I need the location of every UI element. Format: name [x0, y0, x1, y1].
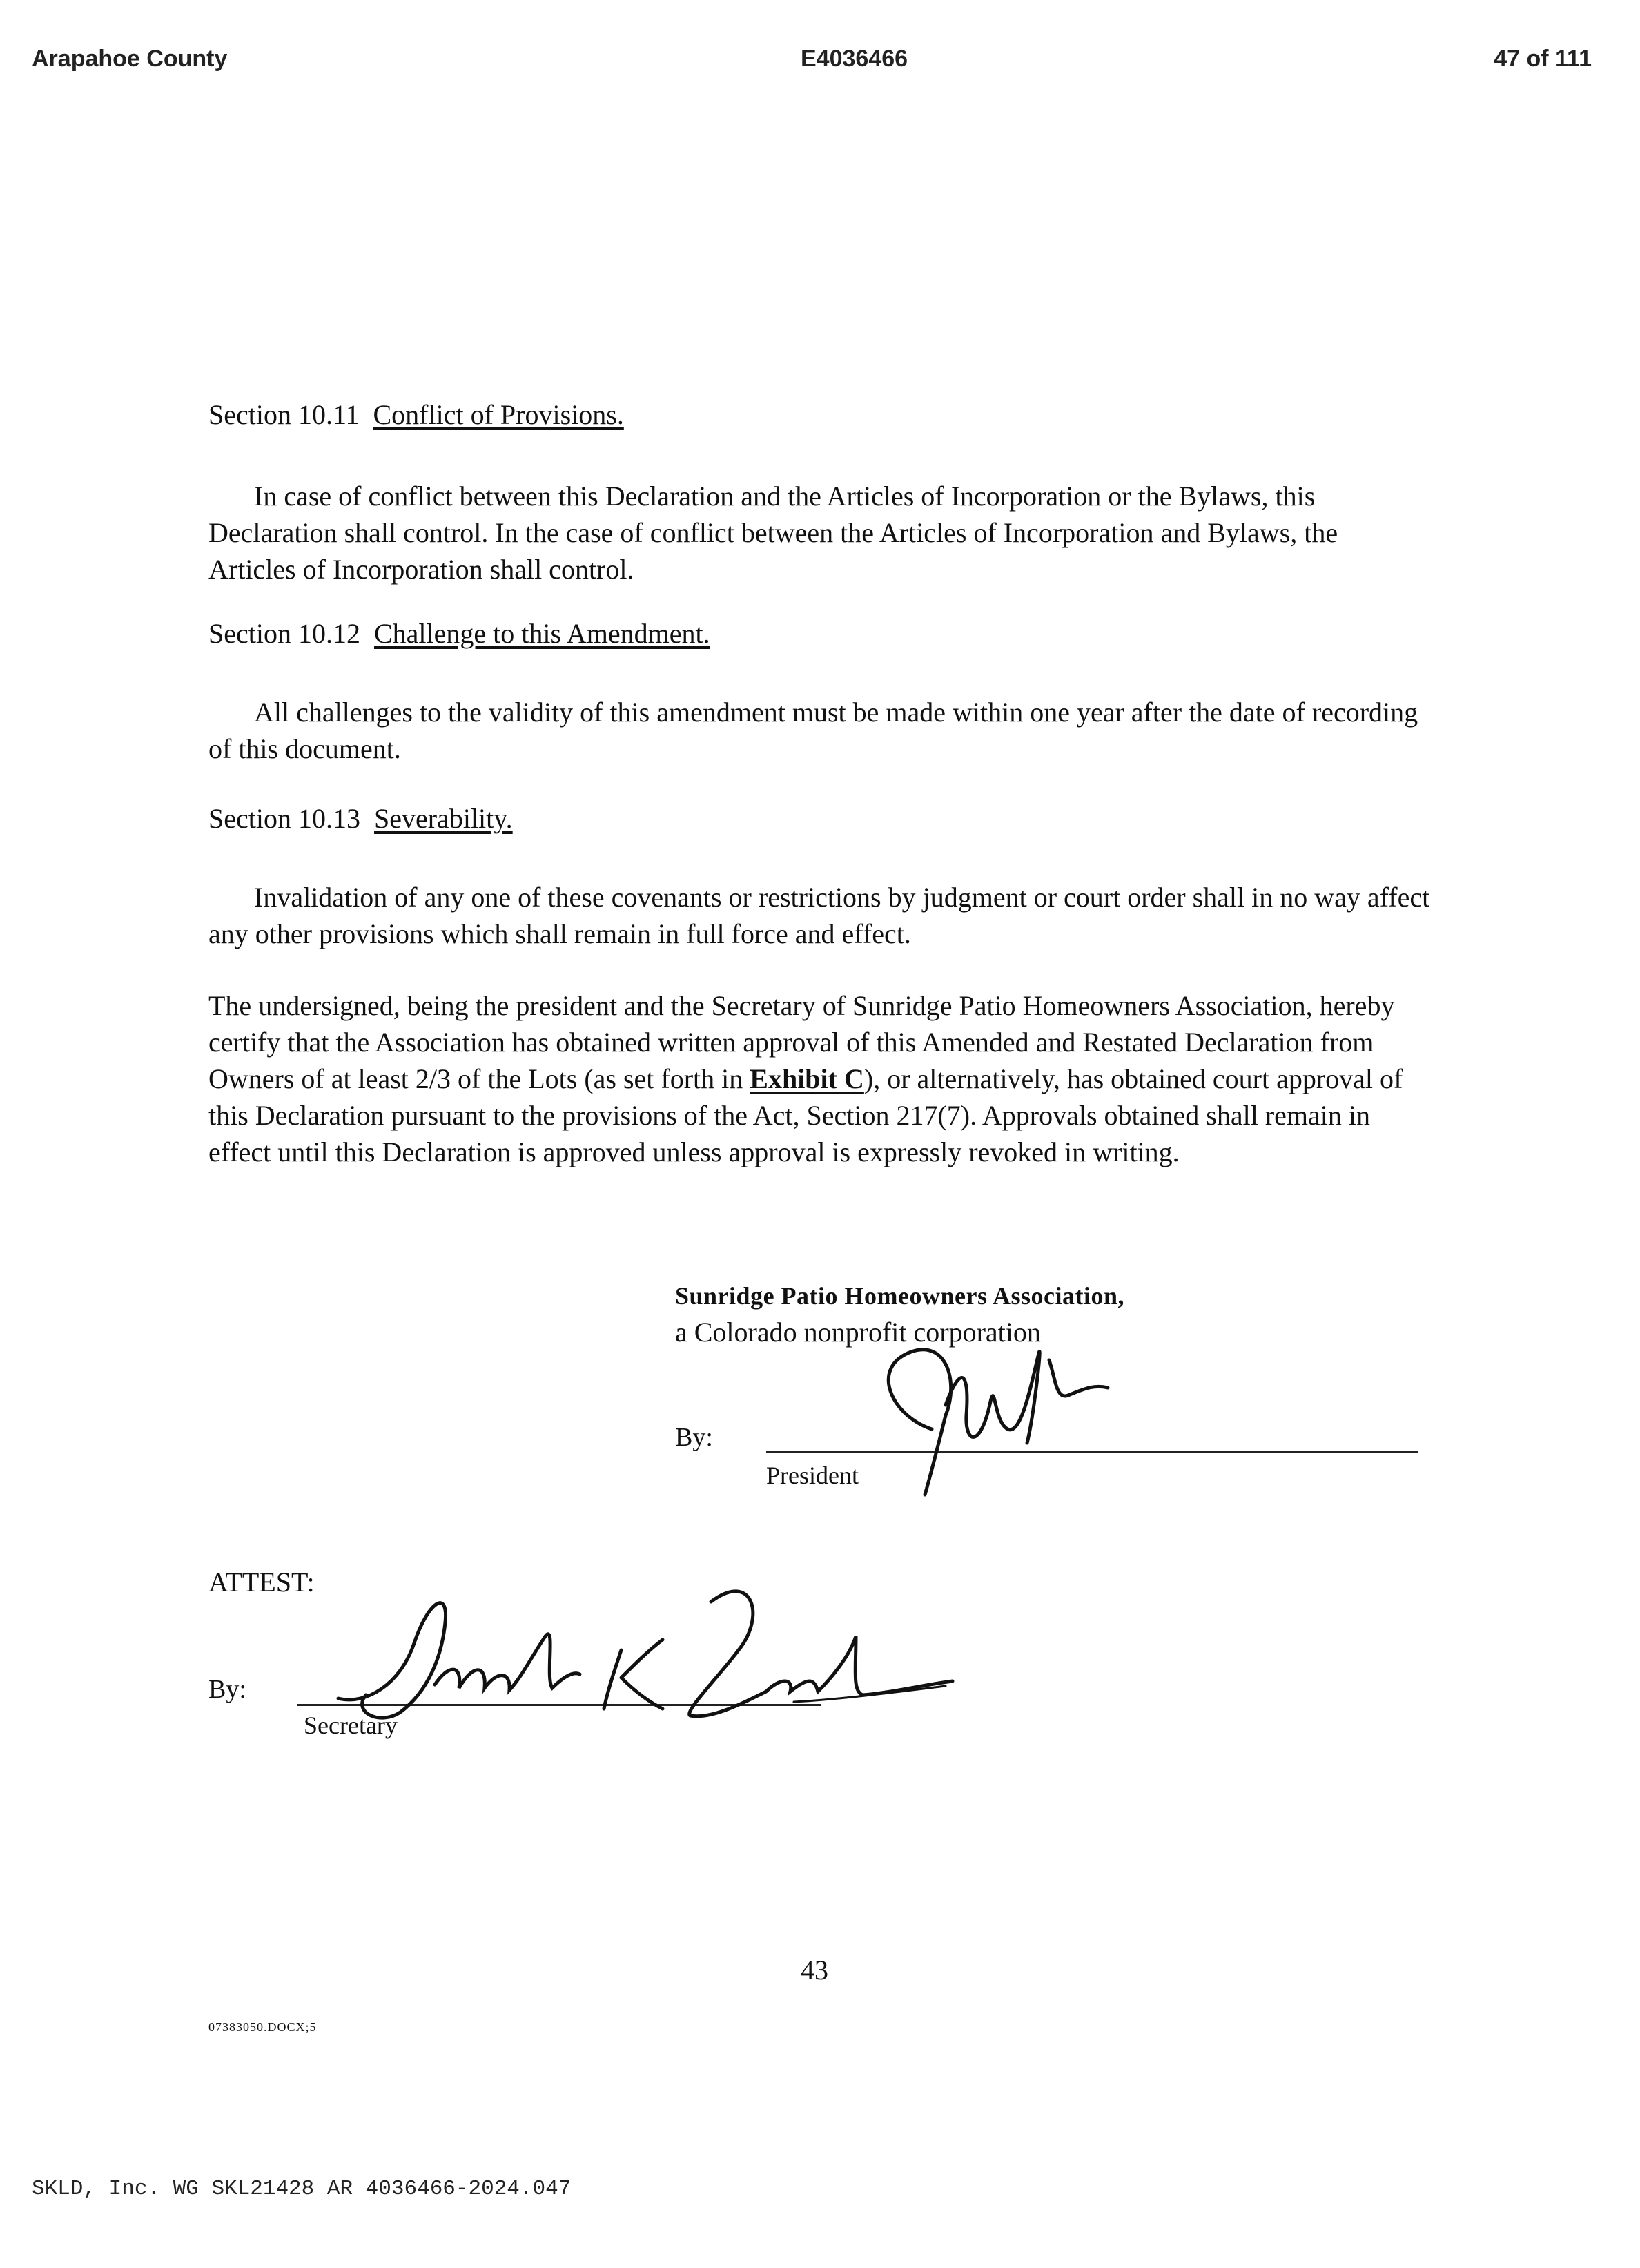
- certification-text-before: The undersigned, being the president and the Secretary of Sunridge Patio Homeowners Association, hereby certify that the Association has obtained written approval of this Amended and Restated Declaration from Owners of at least 2/3 of the Lots (as set forth in: [208, 990, 1395, 1094]
- section-heading-10-13: [208, 802, 513, 835]
- section-number: Section 10.12: [208, 618, 360, 649]
- document-code: 07383050.DOCX;5: [208, 2020, 317, 2034]
- section-number: Section 10.11: [208, 399, 360, 430]
- secretary-signature-icon: [324, 1574, 959, 1740]
- county-name: Arapahoe County: [32, 46, 228, 72]
- association-name: Sunridge Patio Homeowners Association,: [675, 1282, 1125, 1310]
- section-body-10-11: [208, 478, 1430, 588]
- association-type: a Colorado nonprofit corporation: [675, 1317, 1041, 1348]
- section-number: Section 10.13: [208, 803, 360, 834]
- section-heading-10-11: [208, 398, 624, 431]
- section-title: Conflict of Provisions.: [373, 399, 624, 430]
- page-number: 43: [801, 1955, 828, 1986]
- section-body-10-13: [208, 879, 1430, 952]
- recording-info: SKLD, Inc. WG SKL21428 AR 4036466-2024.047: [32, 2177, 572, 2201]
- exhibit-reference: Exhibit C: [750, 1063, 864, 1094]
- section-title: Severability.: [373, 803, 513, 834]
- certification-text-after: ), or alternatively, has obtained court approval of this Declaration pursuant to the provisions of the Act, Section 217(7). Approvals obtained shall remain in effect until this Declaration is approved unless approval is expressly revoked in writing.: [208, 1063, 1403, 1167]
- section-paragraph: Invalidation of any one of these covenants or restrictions by judgment or court order shall in no way affect any other provisions which shall remain in full force and effect.: [208, 882, 1430, 949]
- reception-number: E4036466: [801, 46, 908, 72]
- section-paragraph: All challenges to the validity of this amendment must be made within one year after the date of recording of this document.: [208, 697, 1418, 764]
- section-heading-10-12: [208, 617, 710, 650]
- president-by-label: By:: [675, 1423, 713, 1452]
- attest-label: ATTEST:: [208, 1567, 315, 1598]
- president-label: President: [766, 1462, 859, 1489]
- section-title: Challenge to this Amendment.: [373, 618, 710, 649]
- section-paragraph: In case of conflict between this Declaration and the Articles of Incorporation or the Bylaws, this Declaration shall control. In the case of conflict between the Articles of Incorporation and Bylaws, the Articles of Incorporation shall control.: [208, 481, 1338, 585]
- president-signature-icon: [849, 1339, 1139, 1498]
- page-count: 47 of 111: [1494, 46, 1592, 72]
- section-body-10-12: [208, 694, 1430, 767]
- secretary-label: Secretary: [304, 1712, 398, 1739]
- secretary-by-label: By:: [208, 1675, 246, 1704]
- certification-paragraph: [208, 987, 1430, 1170]
